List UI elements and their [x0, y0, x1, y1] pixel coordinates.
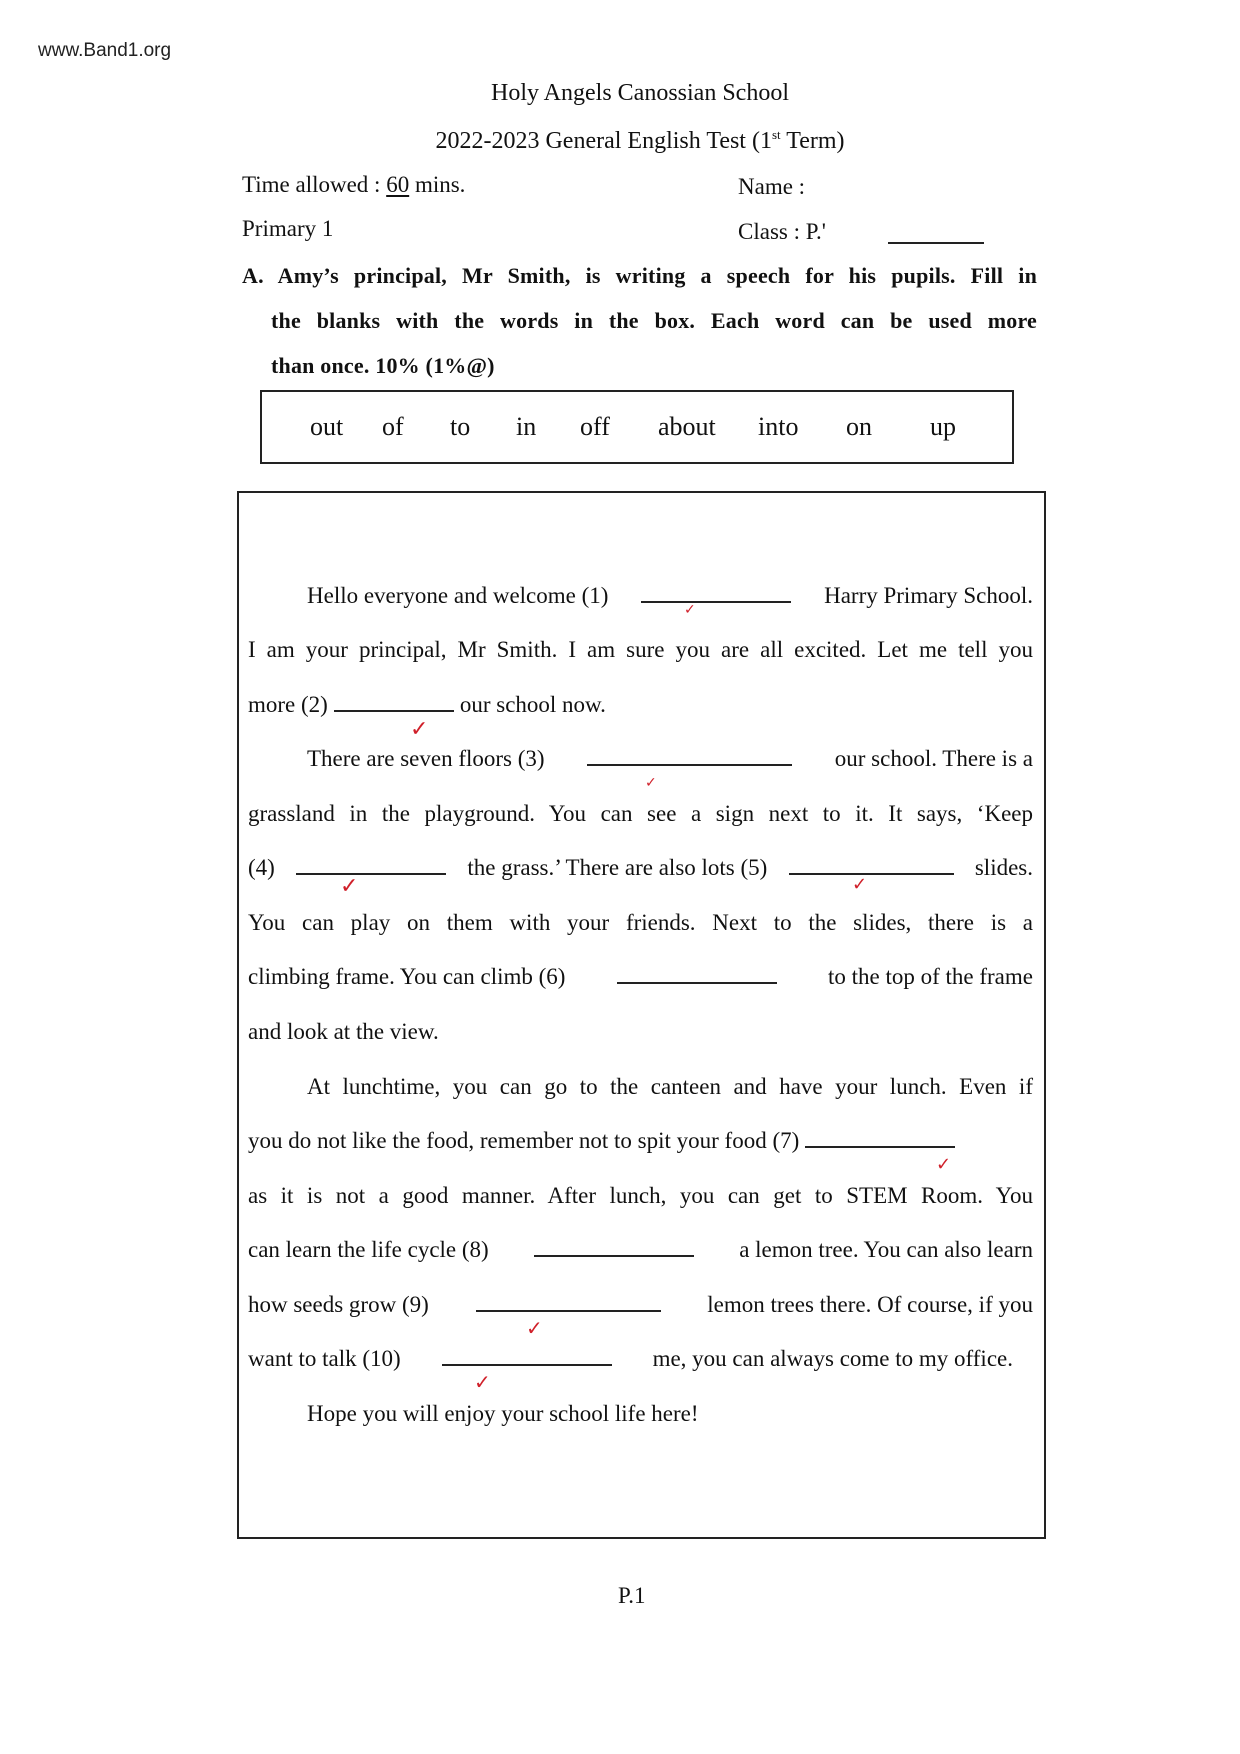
blank-9[interactable]	[476, 1308, 661, 1312]
word-about: about	[658, 412, 716, 441]
passage-line	[307, 1074, 1033, 1100]
tick-mark-icon: ✓	[474, 1370, 491, 1394]
tick-mark-icon: ✓	[684, 602, 696, 618]
tick-mark-icon: ✓	[852, 874, 868, 895]
passage-line	[248, 1237, 1033, 1263]
test-title	[0, 127, 1240, 155]
word-off: off	[580, 412, 610, 441]
blank-2[interactable]	[334, 708, 454, 712]
class-label: Class : P.'	[738, 219, 826, 244]
blank-3[interactable]	[587, 762, 792, 766]
tick-mark-icon: ✓	[410, 717, 429, 742]
passage-text: our school now.	[459, 692, 606, 717]
blank-7[interactable]	[805, 1144, 955, 1148]
tick-mark-icon: ✓	[340, 874, 359, 899]
tick-mark-icon: ✓	[526, 1316, 543, 1340]
passage-line	[248, 855, 1033, 881]
name-label: Name :	[738, 174, 806, 199]
passage-line	[248, 1128, 1033, 1154]
class-blank[interactable]	[888, 242, 984, 244]
passage-text: me, you can always come to my office.	[652, 1346, 1013, 1371]
test-title-text: 2022-2023 General English Test (1	[435, 128, 772, 154]
passage-line	[307, 583, 1033, 609]
blank-6[interactable]	[617, 980, 777, 984]
passage-text: There are seven floors (3)	[307, 746, 545, 771]
test-title-end: Term)	[780, 128, 845, 154]
word-in: in	[516, 412, 537, 441]
passage-line	[248, 1019, 1033, 1045]
page-number: P.1	[618, 1583, 646, 1608]
passage-text: and look at the view.	[248, 1019, 439, 1044]
passage-text: Hello everyone and welcome (1)	[307, 583, 609, 608]
passage-line	[248, 801, 1033, 827]
blank-10[interactable]	[442, 1362, 612, 1366]
passage-text: You can play on them with your friends. Next to the slides, there is a	[248, 910, 1033, 935]
watermark: www.Band1.org	[38, 40, 172, 61]
passage-text: as it is not a good manner. After lunch, you can get to STEM Room. You	[248, 1183, 1033, 1208]
passage-line	[248, 1183, 1033, 1209]
tick-mark-icon: ✓	[645, 775, 657, 791]
time-allowed	[242, 172, 465, 198]
passage-text: slides.	[974, 855, 1033, 880]
word-box	[260, 390, 1014, 464]
tick-mark-icon: ✓	[936, 1154, 952, 1175]
passage-line	[248, 1346, 1013, 1372]
passage-text: want to talk (10)	[248, 1346, 401, 1371]
passage-line	[248, 910, 1033, 936]
instruction-line-1: A. Amy’s principal, Mr Smith, is writing a speech for his pupils. Fill in	[242, 263, 1037, 288]
passage-line	[307, 1401, 1092, 1427]
passage-text: I am your principal, Mr Smith. I am sure you are all excited. Let me tell you	[248, 637, 1033, 662]
blank-5[interactable]	[789, 871, 954, 875]
passage-text: to the top of the frame	[827, 964, 1033, 989]
passage-text: the grass.’ There are also lots (5)	[467, 855, 768, 880]
passage-text: (4)	[248, 855, 275, 880]
passage-text: grassland in the playground. You can see a sign next to it. It says, ‘Keep	[248, 801, 1033, 826]
time-unit: mins.	[409, 172, 466, 197]
passage-text: lemon trees there. Of course, if you	[707, 1292, 1033, 1317]
blank-1[interactable]	[641, 599, 791, 603]
passage-text: more (2)	[248, 692, 328, 717]
word-on: on	[846, 412, 872, 441]
passage-text: Hope you will enjoy your school life here!	[307, 1401, 699, 1426]
passage-text: Harry Primary School.	[824, 583, 1033, 608]
test-title-sup: st	[771, 127, 781, 142]
passage-text: climbing frame. You can climb (6)	[248, 964, 566, 989]
instruction-line-3: than once. 10% (1%@)	[271, 353, 495, 378]
passage-line	[248, 1292, 1033, 1318]
passage-line	[248, 964, 1033, 990]
blank-8[interactable]	[534, 1253, 694, 1257]
time-value: 60	[386, 172, 410, 197]
passage-text: our school. There is a	[834, 746, 1033, 771]
time-label: Time allowed :	[242, 172, 387, 197]
passage-line	[307, 746, 1033, 772]
word-out: out	[310, 412, 344, 441]
blank-4[interactable]	[296, 871, 446, 875]
passage-text: how seeds grow (9)	[248, 1292, 429, 1317]
passage-text: can learn the life cycle (8)	[248, 1237, 489, 1262]
passage-line	[248, 692, 1033, 718]
instruction-line-2: the blanks with the words in the box. Each word can be used more	[271, 308, 1037, 333]
word-up: up	[930, 412, 956, 441]
word-of: of	[382, 412, 404, 441]
passage-text: a lemon tree. You can also learn	[739, 1237, 1033, 1262]
word-to: to	[450, 412, 471, 441]
passage-line	[248, 637, 1033, 663]
level: Primary 1	[242, 216, 334, 241]
passage-text: you do not like the food, remember not to spit your food (7)	[248, 1128, 800, 1153]
school-name: Holy Angels Canossian School	[491, 80, 789, 106]
passage-text: At lunchtime, you can go to the canteen and have your lunch. Even if	[307, 1074, 1033, 1099]
word-into: into	[758, 412, 799, 441]
